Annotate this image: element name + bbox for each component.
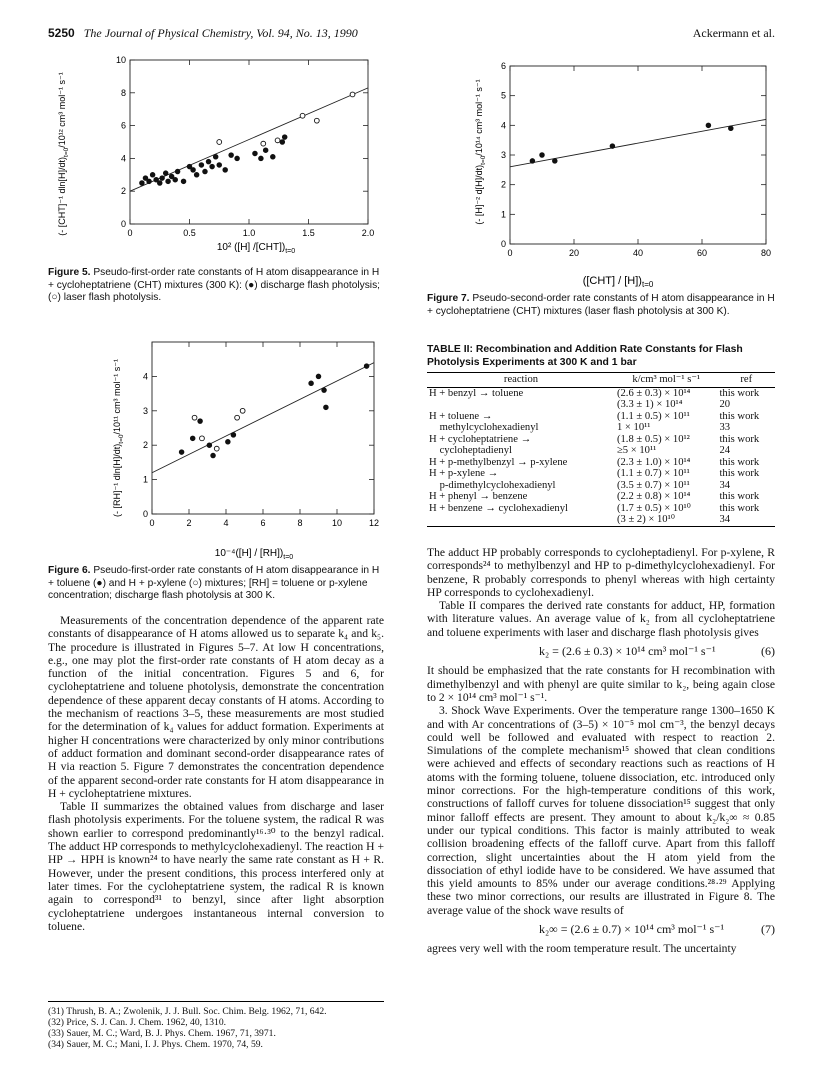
figure-5-point-filled <box>271 154 276 159</box>
running-header <box>48 26 358 41</box>
table-row <box>427 468 775 480</box>
figure-7-ylabel-sub: t=0 <box>480 155 487 165</box>
right-column-text <box>427 546 775 956</box>
figure-6-point-open <box>200 436 205 441</box>
figure-6-chart <box>106 332 386 560</box>
figure-5-point-filled <box>235 156 240 161</box>
table-2-title: TABLE II: Recombination and Addition Rate Constants for Flash Photolysis Experiments at 300 K and 1 bar <box>427 344 743 368</box>
table-cell-ref: 34 <box>717 514 775 526</box>
figure-7-point-filled <box>610 144 615 149</box>
figure-7-x-tick-label: 80 <box>760 248 772 258</box>
figure-6-point-open <box>192 415 197 420</box>
figure-6-y-tick-label: 4 <box>142 371 148 382</box>
figure-7-y-tick-label: 2 <box>500 179 506 190</box>
figure-5-point-filled <box>163 171 168 176</box>
table-cell-k: 1 × 10¹¹ <box>616 422 651 433</box>
figure-6-xlabel-sub: t=0 <box>283 554 294 560</box>
figure-5-point-filled <box>253 151 258 156</box>
figure-5-point-filled <box>210 164 215 169</box>
figure-6-ylabel <box>112 359 125 517</box>
references <box>48 1006 384 1050</box>
figure-6-point-filled <box>231 433 236 438</box>
figure-5-point-filled <box>217 163 222 168</box>
figure-7-y-tick-label: 4 <box>500 120 506 131</box>
table-cell-ref: this work <box>719 456 760 468</box>
figure-5-caption-label: Figure 5. <box>48 267 91 278</box>
figure-5-ylabel-sub: t=0 <box>63 147 70 157</box>
figure-5-frame <box>130 60 368 224</box>
left-paragraph-2: Table II summarizes the obtained values from discharge and laser flash photolysis experiments. For the toluene system, the radical R was shown earlier to correspond predominantly¹⁶·³⁰ to the benzyl radical. The adduct HP corresponds to methylcyclohexadienyl. The reaction H + HP → HPH is known²⁴ to have nearly the same rate constant as H + R. However, under the present conditions, this process interfered only at later times. For the cycloheptatriene system, the radical R is known again to correspond³¹ to benzyl, since after light absorption cycloheptatriene undergoes instantaneous internal conversion to toluene. <box>48 800 384 933</box>
figure-7-ylabel-unit: /10¹⁴ cm³ mol⁻¹ s⁻¹ <box>474 79 484 156</box>
table-row <box>427 480 775 492</box>
figure-5-ylabel <box>57 72 70 235</box>
table-cell-ref: this work <box>719 502 760 514</box>
table-cell-ref: this work <box>719 387 760 399</box>
figure-7-x-tick-label: 60 <box>696 248 708 258</box>
figure-6-fit-line <box>152 363 374 473</box>
figure-5-point-filled <box>263 148 268 153</box>
figure-6-caption <box>48 565 384 603</box>
figure-6-x-tick-label: 0 <box>149 518 155 528</box>
table-cell-k: (1.1 ± 0.5) × 10¹¹ <box>616 410 690 422</box>
figure-5-x-tick-label: 1.0 <box>242 228 256 238</box>
left-paragraph-1: Measurements of the concentration dependence of the apparent rate constants of disappearance of H atoms allowed us to separate k₄ and k₅. The procedure is illustrated in Figures 5–7. At low H concentrations, e.g., one may plot the first-order rate constants of H atom decay as a function of the initial concentration. Figures 5 and 6, for cycloheptatriene and toluene photolysis, demonstrate the concentration dependence of these apparent decay constants of H atoms. According to the mechanism of reactions 3–5, these measurements are most studied for the determination of k₄ values for adduct formation. Experiments at higher H concentrations were characterized by only minor contributions of adduct formation and dominant second-order disappearance rates of H via reaction 5. Figure 7 demonstrates the concentration dependence of the apparent second-order rate constants for H atom disappearance in H + cycloheptatriene mixtures. <box>48 614 384 800</box>
figure-6-x-tick-label: 6 <box>260 518 266 528</box>
figure-7-point-filled <box>729 126 734 131</box>
table-cell-reaction: H + p-xylene → <box>429 468 499 479</box>
figure-5-x-tick-label: 0.5 <box>183 228 196 238</box>
figure-5-caption <box>48 267 384 305</box>
header-authors: Ackermann et al. <box>692 26 775 40</box>
figure-7-ylabel-main: (- [H]⁻² d[H]/dt) <box>474 164 484 225</box>
figure-5-point-filled <box>259 156 264 161</box>
figure-5-point-filled <box>199 163 204 168</box>
figure-5-xlabel <box>217 242 295 255</box>
table-row <box>427 503 775 515</box>
table-2 <box>427 372 775 527</box>
figure-5-point-filled <box>175 169 180 174</box>
figure-6-ylabel-unit: /10¹¹ cm³ mol⁻¹ s⁻¹ <box>112 359 122 435</box>
figure-6-x-tick-label: 10 <box>331 518 343 528</box>
figure-5-point-filled <box>206 159 211 164</box>
table-cell-k: (1.7 ± 0.5) × 10¹⁰ <box>616 502 691 514</box>
figure-7-x-tick-label: 0 <box>507 248 513 258</box>
figure-6-point-filled <box>316 374 321 379</box>
table-cell-reaction: methylcyclohexadienyl <box>429 422 539 433</box>
figure-5-point-filled <box>282 135 287 140</box>
reference-34: (34) Sauer, M. C.; Mani, I. J. Phys. Chem. 1970, 74, 59. <box>48 1039 263 1050</box>
table-row <box>427 422 775 434</box>
figure-6-x-tick-label: 12 <box>368 518 380 528</box>
figure-6-y-tick-label: 3 <box>142 405 148 416</box>
right-paragraph-5: agrees very well with the room temperature result. The uncertainty <box>427 942 737 956</box>
table-cell-k: ≥5 × 10¹¹ <box>616 445 657 456</box>
table-row <box>427 434 775 446</box>
figure-7-x-tick-label: 40 <box>632 248 644 258</box>
figure-5-chart <box>48 50 378 260</box>
table-2-header-row <box>427 373 775 388</box>
figure-6-point-filled <box>179 450 184 455</box>
figure-5-x-tick-label: 0 <box>127 228 133 238</box>
figure-5-point-filled <box>140 181 145 186</box>
equation-7-body: k₂∞ = (2.6 ± 0.7) × 10¹⁴ cm³ mol⁻¹ s⁻¹ <box>539 922 725 937</box>
figure-5-point-filled <box>194 173 199 178</box>
figure-7-point-filled <box>553 159 558 164</box>
figure-5-point-filled <box>147 179 152 184</box>
figure-7-fit-line <box>510 119 766 166</box>
equation-6 <box>427 645 775 658</box>
table-cell-reaction: H + benzyl → toluene <box>429 387 524 399</box>
table-cell-k: (1.8 ± 0.5) × 10¹² <box>616 433 690 445</box>
figure-6-point-open <box>240 408 245 413</box>
figure-5-point-filled <box>223 168 228 173</box>
figure-5-point-filled <box>213 154 218 159</box>
figure-7-point-filled <box>706 123 711 128</box>
figure-6-x-tick-label: 4 <box>223 518 229 528</box>
figure-5-point-filled <box>157 181 162 186</box>
table-cell-k: (3 ± 2) × 10¹⁰ <box>615 514 718 526</box>
figure-5-point-open <box>314 118 319 123</box>
figure-7-frame <box>510 66 766 244</box>
figure-5-y-tick-label: 8 <box>120 87 126 98</box>
table-cell-reaction: H + toluene → <box>429 410 493 422</box>
table-cell-k: (1.1 ± 0.7) × 10¹¹ <box>616 468 690 479</box>
figure-5-ylabel-unit: /10¹² cm³ mol⁻¹ s⁻¹ <box>57 72 67 148</box>
table-cell-k: (2.3 ± 1.0) × 10¹⁴ <box>616 456 691 468</box>
table-row <box>427 491 775 503</box>
figure-5-point-filled <box>191 168 196 173</box>
table-2-header-reaction: reaction <box>427 373 615 388</box>
figure-5-point-open <box>350 92 355 97</box>
figure-7-xlabel-main: ([CHT] / [H]) <box>582 275 642 287</box>
figure-5-y-tick-label: 6 <box>120 120 126 131</box>
right-paragraph-2: Table II compares the derived rate constants for adduct, HP, formation with literature values. An average value of k₂ from all cycloheptatriene and toluene experiments with laser and discharge flash photolysis gives <box>427 599 775 639</box>
figure-6-frame <box>152 342 374 514</box>
figure-6-point-open <box>235 415 240 420</box>
figure-6-point-filled <box>226 439 231 444</box>
figure-5-xlabel-main: 10² ([H] /[CHT]) <box>216 242 286 253</box>
figure-7-point-filled <box>530 159 535 164</box>
figure-7-y-tick-label: 3 <box>500 150 506 160</box>
figure-5-point-open <box>300 113 305 118</box>
equation-7 <box>427 923 775 936</box>
figure-6-x-tick-label: 8 <box>297 518 303 528</box>
reference-33: (33) Sauer, M. C.; Ward, B. J. Phys. Chem. 1967, 71, 3971. <box>48 1028 276 1039</box>
table-cell-ref: this work <box>719 410 760 422</box>
right-paragraph-3: It should be emphasized that the rate constants for H recombination with dimethylbenzyl and with phenyl are quite similar to k₂, being again close to 2 × 10¹⁴ cm³ mol⁻¹ s⁻¹. <box>427 664 775 704</box>
table-cell-reaction: H + p-methylbenzyl → p-xylene <box>429 456 568 468</box>
figure-5-point-filled <box>173 177 178 182</box>
figure-5-point-filled <box>280 140 285 145</box>
table-row <box>427 514 775 526</box>
table-cell-ref: this work <box>719 433 760 445</box>
figure-5-point-filled <box>150 173 155 178</box>
table-cell-ref: 34 <box>719 479 731 491</box>
figure-7-ylabel <box>474 79 487 224</box>
figure-7-xlabel-sub: t=0 <box>641 280 654 289</box>
figure-7-x-tick-label: 20 <box>568 248 580 258</box>
table-row <box>427 457 775 469</box>
page-number: 5250 <box>48 26 75 40</box>
right-paragraph-4: 3. Shock Wave Experiments. Over the temperature range 1300–1650 K and with Ar concentrations of (3–5) × 10⁻⁵ mol cm⁻³, the benzyl decays could well be followed and evaluated with respect to reaction 2. Simulations of the complete mechanism¹⁵ showed that clean conditions were achieved and effects of secondary reactions such as reactions of H atoms with the forming toluene, toluene dissociation, etc. introduced only minor corrections. For the high-temperature conditions of this work, constructions of falloff curves for toluene dissociation¹⁵ suggest that only minor falloff effects are present. They amount to about k₂/k₂∞ ≈ 0.85 under our typical conditions. This factor is mainly attributed to weak collision broadening effects of the falloff curve. Apart from this falloff correction, slight uncertainties about the H atom yield from the dissociation of ethyl iodide have to be considered. We have assumed that this yield amounts to 85% under our average conditions.²⁸·²⁹ Applying these two minor corrections, our results are illustrated in Figure 8. The average value of the shock wave results of <box>427 704 775 917</box>
figure-6-plot <box>143 342 379 528</box>
journal-citation: The Journal of Physical Chemistry, Vol. 94, No. 13, 1990 <box>83 26 358 40</box>
equation-6-body: k₂ = (2.6 ± 0.3) × 10¹⁴ cm³ mol⁻¹ s⁻¹ <box>539 644 716 659</box>
figure-5-point-filled <box>181 179 186 184</box>
figure-7-plot <box>501 61 771 258</box>
figure-5-x-tick-label: 2.0 <box>361 228 375 238</box>
table-cell-ref: 33 <box>719 422 731 433</box>
figure-6-point-filled <box>190 436 195 441</box>
figure-5-plot <box>116 55 374 238</box>
table-cell-k: (3.5 ± 0.7) × 10¹¹ <box>616 479 690 491</box>
table-cell-ref: 20 <box>719 399 731 410</box>
figure-6-ylabel-main: (- [RH]⁻¹ dln[H]/dt) <box>112 443 122 517</box>
figure-5-point-filled <box>203 169 208 174</box>
table-cell-reaction: H + cycloheptatriene → <box>429 433 532 445</box>
figure-5-point-open <box>275 138 280 143</box>
table-cell-k: (2.6 ± 0.3) × 10¹⁴ <box>616 387 691 399</box>
figure-5-xlabel-sub: t=0 <box>285 248 296 255</box>
figure-6-ylabel-sub: t=0 <box>118 434 125 444</box>
figure-5-y-tick-label: 2 <box>120 186 126 197</box>
figure-5-ylabel-main: (- [CHT]⁻¹ dln[H]/dt) <box>57 156 67 236</box>
figure-7-y-tick-label: 1 <box>500 209 506 220</box>
table-cell-ref: this work <box>719 468 760 479</box>
table-2-header-k: k/cm³ mol⁻¹ s⁻¹ <box>615 373 718 388</box>
table-cell-k: (2.2 ± 0.8) × 10¹⁴ <box>616 491 691 502</box>
footnote-rule <box>48 1001 384 1002</box>
figure-5-point-filled <box>160 176 165 181</box>
figure-5-point-open <box>217 140 222 145</box>
figure-6-y-tick-label: 2 <box>142 440 148 451</box>
reference-32: (32) Price, S. J. Can. J. Chem. 1962, 40, 1310. <box>48 1017 227 1028</box>
table-row <box>427 399 775 411</box>
figure-7-point-filled <box>540 153 545 158</box>
right-paragraph-1: The adduct HP probably corresponds to cycloheptadienyl. For p-xylene, R corresponds²⁴ to methylbenzyl and HP to p-dimethylcyclohexadienyl. For benzene, R probably corresponds to phenyl whereas with high certainty HP corresponds to cyclohexadienyl. <box>427 546 775 599</box>
figure-5-x-tick-label: 1.5 <box>302 228 315 238</box>
figure-5-y-tick-label: 10 <box>115 55 126 65</box>
figure-7-chart <box>468 48 778 296</box>
table-cell-reaction: cycloheptadienyl <box>429 445 512 456</box>
figure-6-point-filled <box>211 453 216 458</box>
figure-6-caption-text: Pseudo-first-order rate constants of H atom disappearance in H + toluene (●) and H + p-xylene (○) mixtures; [RH] = toluene or p-xylene concentration; discharge flash photolysis at 300 K. <box>48 565 380 601</box>
figure-5-point-filled <box>229 153 234 158</box>
figure-7-xlabel <box>583 275 654 289</box>
figure-7-y-tick-label: 0 <box>500 239 506 249</box>
figure-6-xlabel <box>215 548 294 560</box>
figure-6-point-filled <box>207 443 212 448</box>
figure-6-point-filled <box>322 388 327 393</box>
figure-5-point-open <box>261 141 266 146</box>
equation-7-number: (7) <box>761 922 775 937</box>
figure-5-y-tick-label: 0 <box>120 219 126 229</box>
table-cell-k: (3.3 ± 1) × 10¹⁴ <box>616 399 683 410</box>
figure-5-point-filled <box>166 179 171 184</box>
table-row <box>427 445 775 457</box>
left-column-text <box>48 614 384 933</box>
table-row <box>427 387 775 399</box>
figure-6-point-open <box>214 446 219 451</box>
figure-7-caption <box>427 293 775 318</box>
figure-6-point-filled <box>364 364 369 369</box>
figure-5-y-tick-label: 4 <box>120 153 126 164</box>
table-cell-ref: this work <box>719 491 760 502</box>
table-row <box>427 411 775 423</box>
figure-5-caption-text: Pseudo-first-order rate constants of H atom disappearance in H + cycloheptatriene (CHT) mixtures (300 K): (●) discharge flash photolysis; (○) laser flash photolysis. <box>48 267 380 303</box>
figure-6-x-tick-label: 2 <box>186 518 192 528</box>
figure-7-caption-text: Pseudo-second-order rate constants of H atom disappearance in H + cycloheptatriene (CHT) mixtures (laser flash photolysis at 300 K). <box>427 293 775 317</box>
figure-6-y-tick-label: 1 <box>142 474 148 485</box>
reference-31: (31) Thrush, B. A.; Zwolenik, J. J. Bull. Soc. Chim. Belg. 1962, 71, 642. <box>48 1006 327 1017</box>
figure-6-y-tick-label: 0 <box>142 509 148 519</box>
table-cell-reaction: H + benzene → cyclohexadienyl <box>429 502 568 514</box>
figure-7-caption-label: Figure 7. <box>427 293 470 304</box>
figure-6-point-filled <box>198 419 203 424</box>
figure-6-point-filled <box>324 405 329 410</box>
figure-7-y-tick-label: 6 <box>500 61 506 71</box>
figure-6-xlabel-main: 10⁻⁴([H] / [RH]) <box>214 548 284 559</box>
table-cell-reaction: p-dimethylcyclohexadienyl <box>429 479 556 491</box>
figure-6-caption-label: Figure 6. <box>48 565 91 576</box>
table-cell-reaction <box>427 399 615 411</box>
table-2-header-ref: ref <box>717 373 775 388</box>
table-cell-reaction: H + phenyl → benzene <box>429 491 528 502</box>
figure-7-y-tick-label: 5 <box>500 90 506 101</box>
equation-6-number: (6) <box>761 644 775 659</box>
figure-6-point-filled <box>309 381 314 386</box>
table-cell-ref: 24 <box>719 445 731 456</box>
table-cell-reaction <box>427 514 615 526</box>
